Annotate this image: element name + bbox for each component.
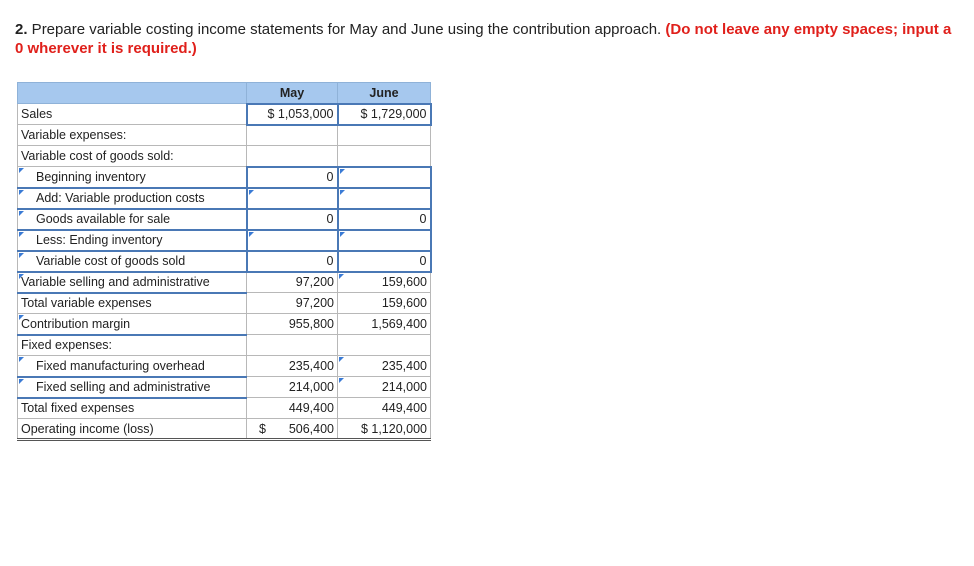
table-row (18, 230, 431, 251)
dollar-sign: $ (259, 421, 266, 436)
fixed-selling-admin-june-input[interactable]: 214,000 (338, 377, 431, 398)
fixed-expenses-may (247, 335, 338, 356)
dropdown-flag-icon (19, 232, 24, 237)
ending-inventory-label-select[interactable]: Less: Ending inventory (18, 230, 247, 251)
table-row (18, 356, 431, 377)
table-row (18, 314, 431, 335)
total-variable-expenses-june: 159,600 (338, 293, 431, 314)
total-fixed-expenses-may: 449,400 (247, 398, 338, 419)
dropdown-flag-icon (249, 190, 254, 195)
contribution-margin-may: 955,800 (247, 314, 338, 335)
beginning-inventory-june-input[interactable] (338, 167, 431, 188)
variable-selling-admin-june-input[interactable]: 159,600 (338, 272, 431, 293)
variable-cogs-label-select[interactable]: Variable cost of goods sold (18, 251, 247, 272)
table-row (18, 335, 431, 356)
variable-cogs-may-input[interactable]: 0 (247, 251, 338, 272)
table-row (18, 209, 431, 230)
table-row (18, 293, 431, 314)
dropdown-flag-icon (19, 274, 24, 279)
header-may: May (247, 83, 338, 104)
fixed-mfg-overhead-label-select[interactable]: Fixed manufacturing overhead (18, 356, 247, 377)
sales-june-input[interactable]: $ 1,729,000 (338, 104, 431, 125)
dropdown-flag-icon (19, 211, 24, 216)
variable-production-costs-label-select[interactable]: Add: Variable production costs (18, 188, 247, 209)
dropdown-flag-icon (19, 379, 24, 384)
ending-inventory-june-input[interactable] (338, 230, 431, 251)
row-label-fixed-expenses: Fixed expenses: (18, 335, 247, 356)
dropdown-flag-icon (339, 357, 344, 362)
ending-inventory-may-input[interactable] (247, 230, 338, 251)
row-label-sales: Sales (18, 104, 247, 125)
fixed-mfg-overhead-june-input[interactable]: 235,400 (338, 356, 431, 377)
fixed-selling-admin-label-select[interactable]: Fixed selling and administrative (18, 377, 247, 398)
question-text: Prepare variable costing income statements for May and June using the contribution approach. (27, 21, 666, 38)
table-row (18, 419, 431, 440)
dropdown-flag-icon (249, 232, 254, 237)
header-row (18, 83, 431, 104)
variable-cogs-june-input[interactable]: 0 (338, 251, 431, 272)
table-row (18, 125, 431, 146)
dropdown-flag-icon (19, 190, 24, 195)
table-row (18, 146, 431, 167)
contribution-margin-june: 1,569,400 (338, 314, 431, 335)
question-number: 2. (15, 21, 28, 38)
row-label-total-fixed-expenses: Total fixed expenses (18, 398, 247, 419)
table-row (18, 167, 431, 188)
row-label-variable-cogs-header: Variable cost of goods sold: (18, 146, 247, 167)
fixed-mfg-overhead-may-input[interactable]: 235,400 (247, 356, 338, 377)
dropdown-flag-icon (340, 190, 345, 195)
total-fixed-expenses-june: 449,400 (338, 398, 431, 419)
beginning-inventory-may-input[interactable]: 0 (247, 167, 338, 188)
dropdown-flag-icon (339, 378, 344, 383)
variable-cogs-header-may (247, 146, 338, 167)
table-row (18, 188, 431, 209)
variable-cogs-header-june (338, 146, 431, 167)
dropdown-flag-icon (19, 357, 24, 362)
table-row (18, 377, 431, 398)
row-label-variable-expenses: Variable expenses: (18, 125, 247, 146)
dropdown-flag-icon (19, 168, 24, 173)
beginning-inventory-label-select[interactable]: Beginning inventory (18, 167, 247, 188)
variable-production-costs-june-input[interactable] (338, 188, 431, 209)
row-label-total-variable-expenses: Total variable expenses (18, 293, 247, 314)
table-row (18, 272, 431, 293)
goods-available-may-input[interactable]: 0 (247, 209, 338, 230)
sales-may-input[interactable]: $ 1,053,000 (247, 104, 338, 125)
header-blank (18, 83, 247, 104)
table-row (18, 251, 431, 272)
question-prompt (15, 20, 955, 58)
contribution-margin-label-select[interactable]: Contribution margin (18, 314, 247, 335)
fixed-expenses-june (338, 335, 431, 356)
table-row (18, 398, 431, 419)
goods-available-label-select[interactable]: Goods available for sale (18, 209, 247, 230)
table-row (18, 104, 431, 125)
header-june: June (338, 83, 431, 104)
dropdown-flag-icon (339, 274, 344, 279)
operating-income-may: $ 506,400 (247, 419, 338, 440)
variable-expenses-june (338, 125, 431, 146)
dropdown-flag-icon (19, 253, 24, 258)
goods-available-june-input[interactable]: 0 (338, 209, 431, 230)
dropdown-flag-icon (19, 315, 24, 320)
row-label-operating-income: Operating income (loss) (18, 419, 247, 440)
dropdown-flag-icon (340, 232, 345, 237)
variable-expenses-may (247, 125, 338, 146)
variable-production-costs-may-input[interactable] (247, 188, 338, 209)
variable-selling-admin-label-select[interactable]: Variable selling and administrative (18, 272, 247, 293)
fixed-selling-admin-may-input[interactable]: 214,000 (247, 377, 338, 398)
question-requirement: (Do not leave any empty spaces; input a 0 wherever it is required.) (15, 21, 952, 57)
income-statement-table (17, 82, 432, 441)
variable-selling-admin-may-input[interactable]: 97,200 (247, 272, 338, 293)
dropdown-flag-icon (340, 169, 345, 174)
operating-income-june: $ 1,120,000 (338, 419, 431, 440)
total-variable-expenses-may: 97,200 (247, 293, 338, 314)
